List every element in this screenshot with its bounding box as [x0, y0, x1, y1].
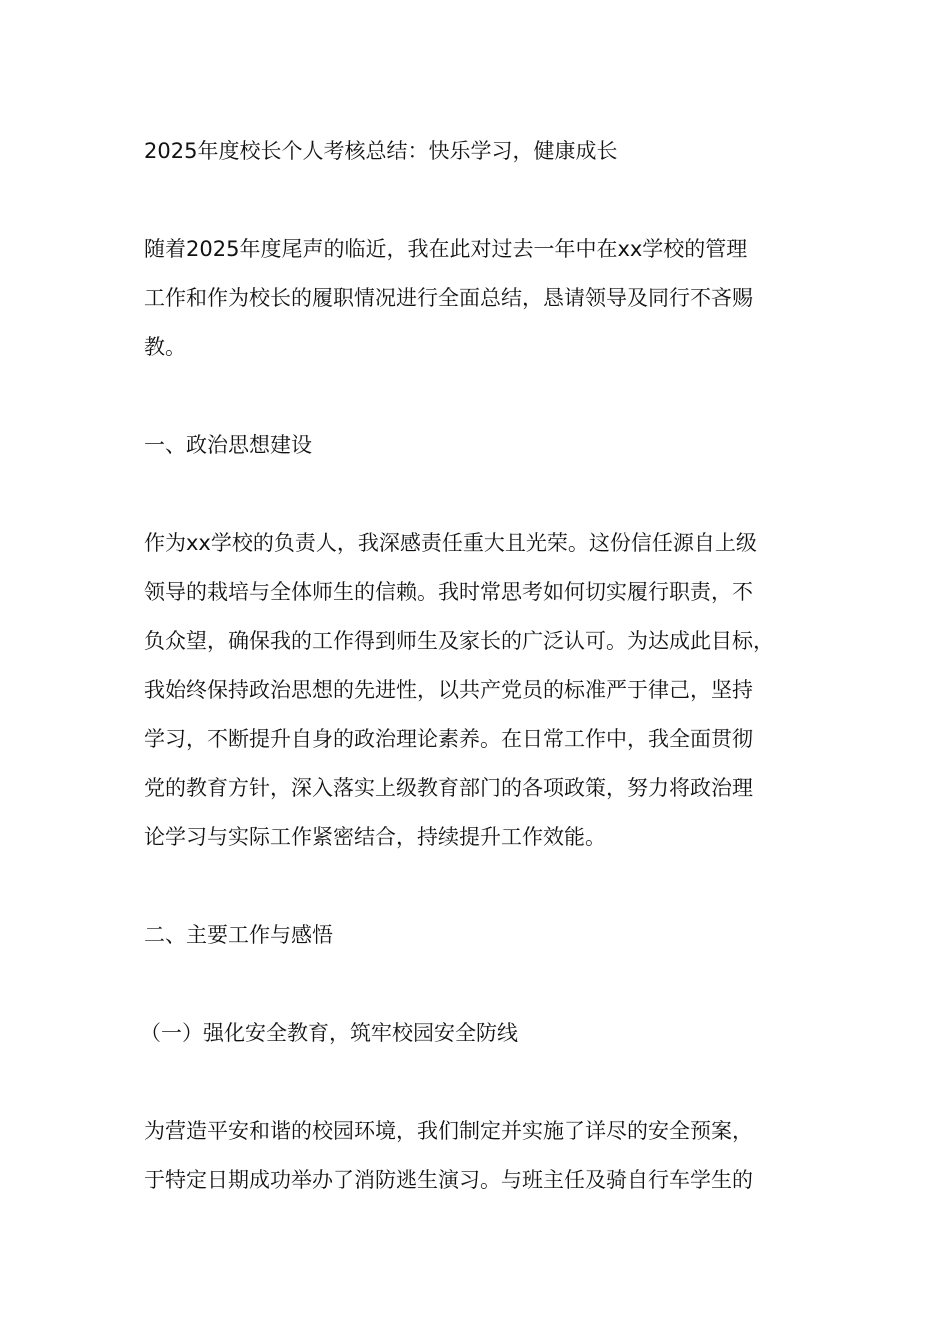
paragraph-line: 于特定日期成功举办了消防逃生演习。与班主任及骑自行车学生的	[144, 1168, 753, 1192]
paragraph-line: 学习，不断提升自身的政治理论素养。在日常工作中，我全面贯彻	[144, 727, 753, 751]
title-line: 2025年度校长个人考核总结：快乐学习，健康成长	[144, 139, 618, 163]
intro-line: 工作和作为校长的履职情况进行全面总结，恳请领导及同行不吝赐	[144, 286, 753, 310]
subsection-1-paragraph	[144, 1107, 824, 1205]
paragraph-line: 为营造平安和谐的校园环境，我们制定并实施了详尽的安全预案，	[144, 1119, 753, 1143]
paragraph-line: 党的教育方针，深入落实上级教育部门的各项政策，努力将政治理	[144, 776, 753, 800]
paragraph-line: 负众望，确保我的工作得到师生及家长的广泛认可。为达成此目标，	[144, 629, 774, 653]
paragraph-line: 领导的栽培与全体师生的信赖。我时常思考如何切实履行职责，不	[144, 580, 753, 604]
heading-line: 一、政治思想建设	[144, 433, 312, 457]
section-2-heading	[144, 911, 824, 960]
section-1-paragraph	[144, 519, 824, 862]
intro-paragraph	[144, 225, 824, 372]
intro-line: 随着2025年度尾声的临近，我在此对过去一年中在xx学校的管理	[144, 237, 748, 261]
subsection-1-heading	[140, 1009, 824, 1058]
section-1-heading	[144, 421, 824, 470]
paragraph-line: 作为xx学校的负责人，我深感责任重大且光荣。这份信任源自上级	[144, 531, 757, 555]
subheading-line: （一）强化安全教育，筑牢校园安全防线	[140, 1021, 518, 1045]
paragraph-line: 论学习与实际工作紧密结合，持续提升工作效能。	[144, 825, 606, 849]
document-body	[140, 127, 824, 1205]
intro-line: 教。	[144, 335, 186, 359]
heading-line: 二、主要工作与感悟	[144, 923, 333, 947]
document-title	[144, 127, 824, 176]
paragraph-line: 我始终保持政治思想的先进性，以共产党员的标准严于律己，坚持	[144, 678, 753, 702]
